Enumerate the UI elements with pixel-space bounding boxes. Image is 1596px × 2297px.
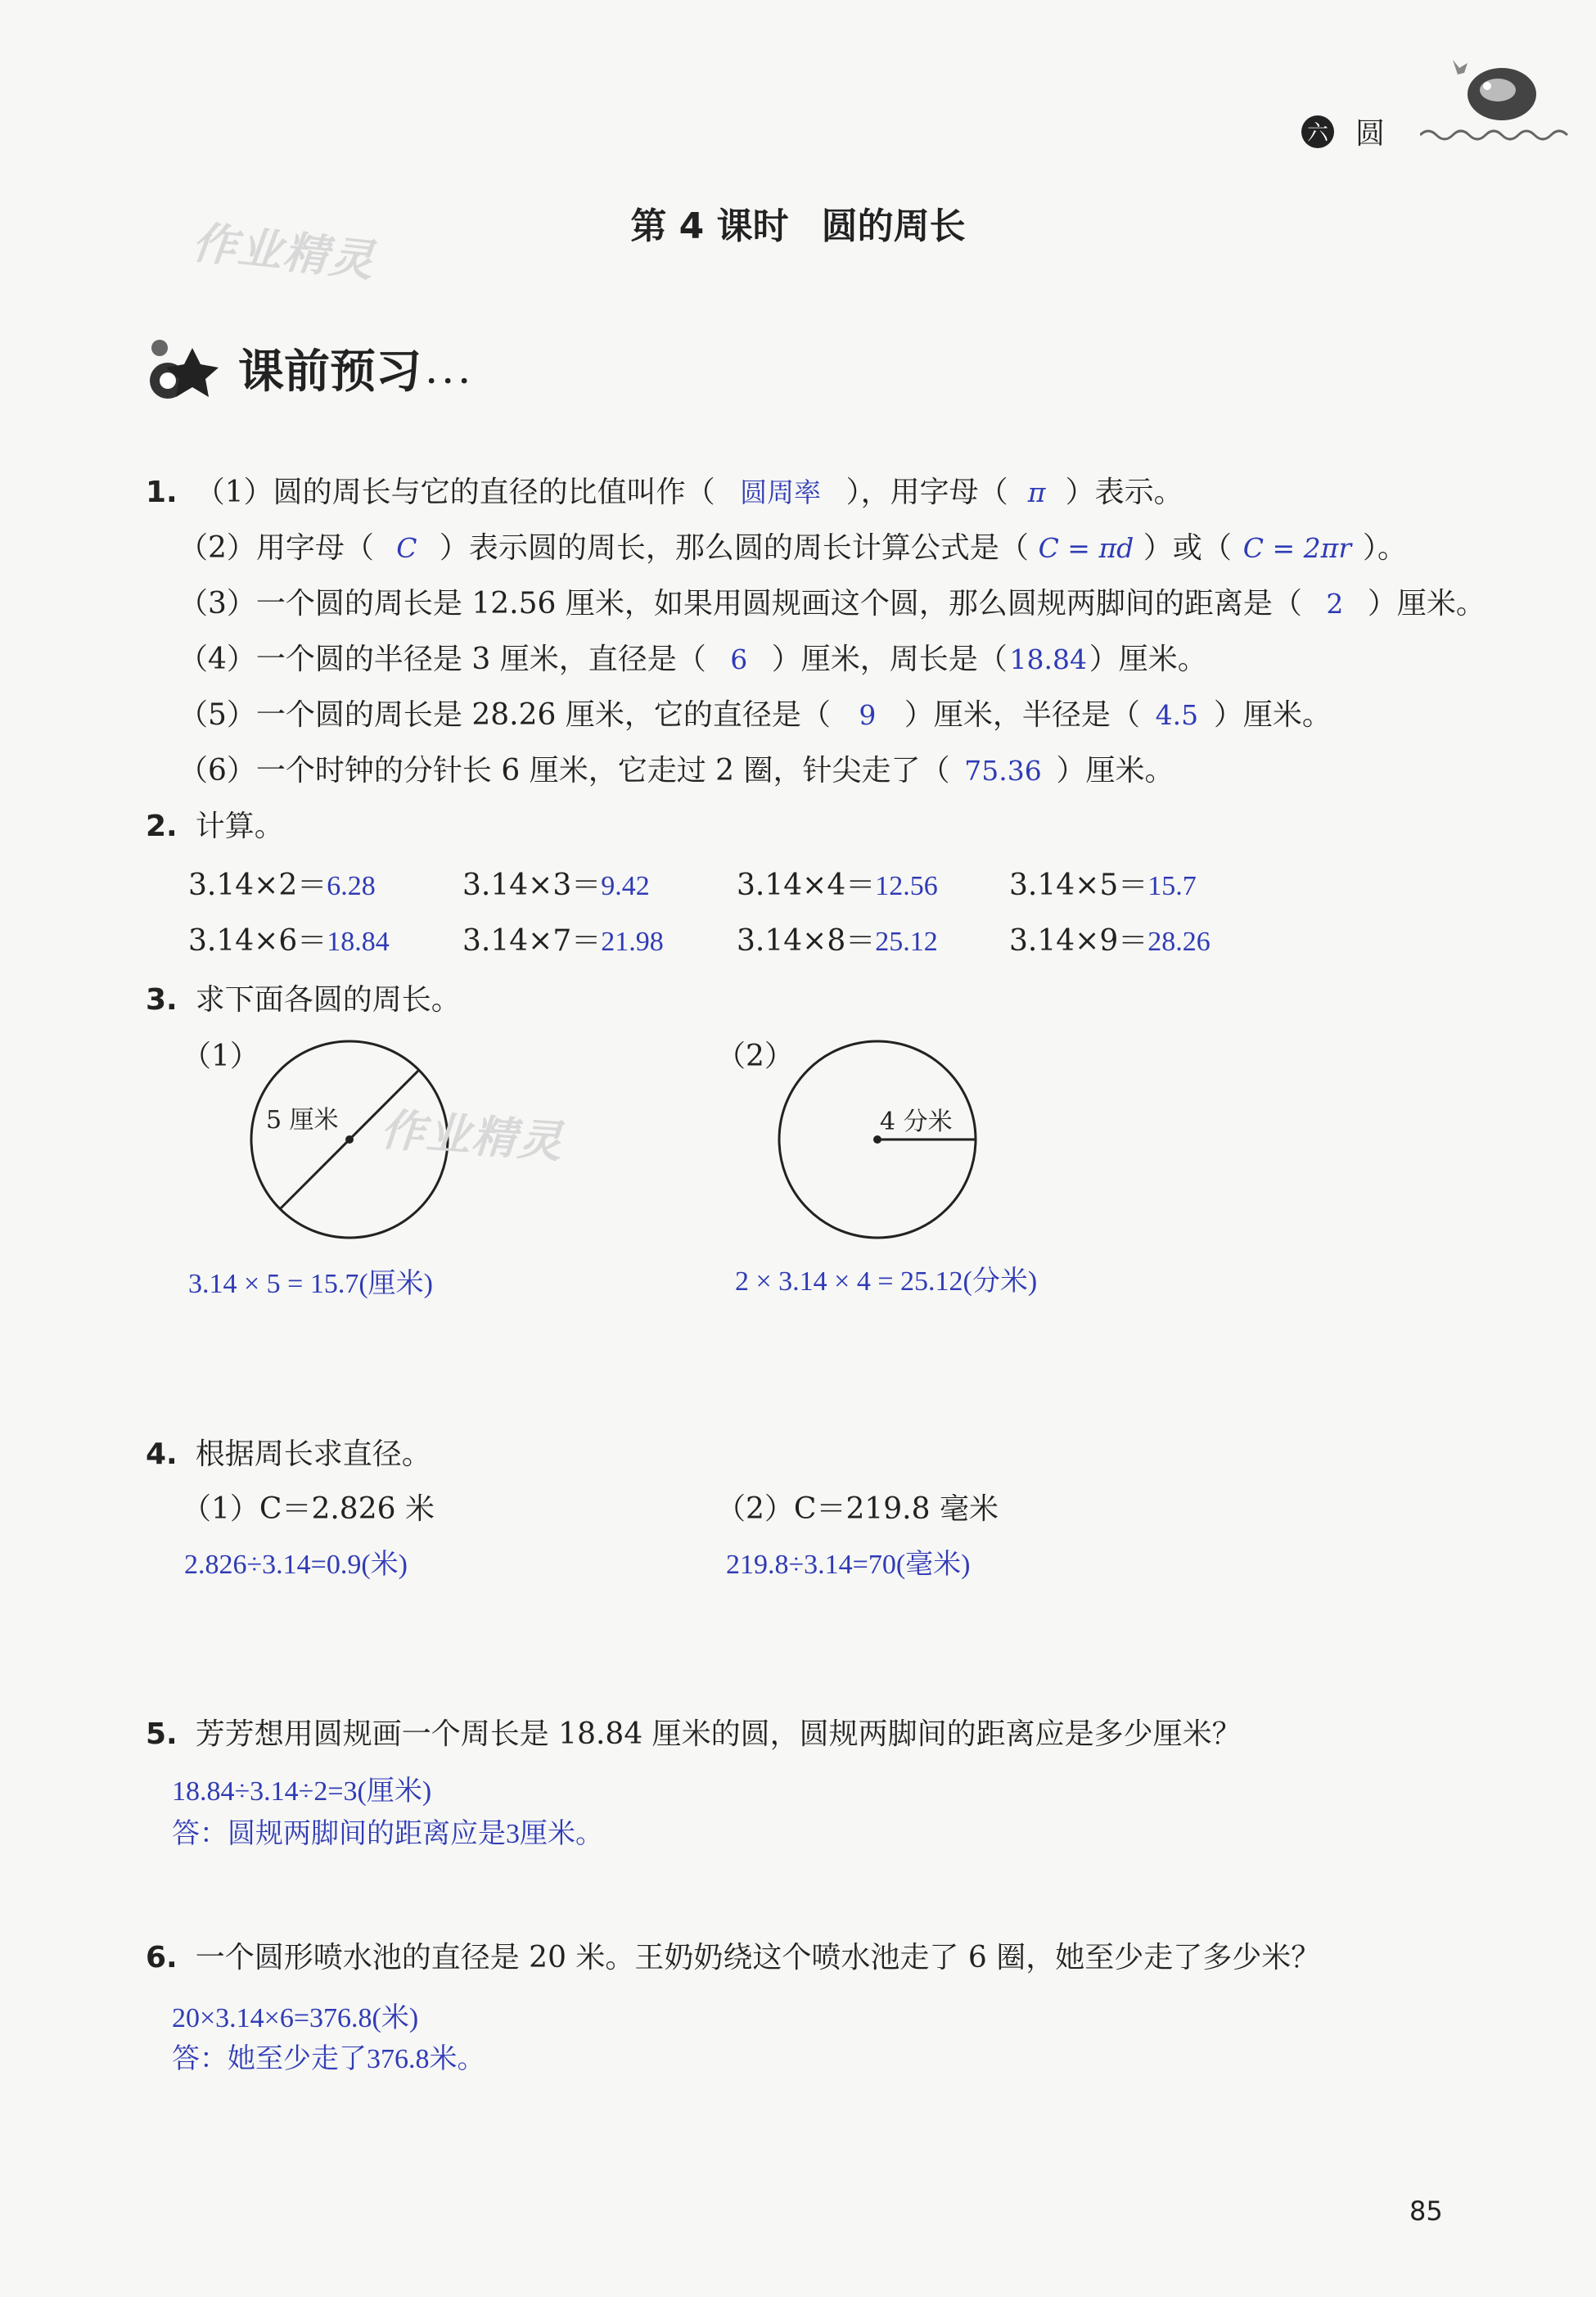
calc-expression: 3.14×7＝ [462, 924, 602, 958]
q1-5-text-2: ）厘米，半径是（ [904, 698, 1140, 732]
q1-line-5 [178, 692, 1332, 733]
question-number: 4. [146, 1437, 178, 1471]
circle-radius-figure [773, 1036, 986, 1248]
lesson-topic: 圆的周长 [821, 205, 966, 247]
q1-line-1 [146, 469, 1183, 511]
figure-1-label: （1） [182, 1040, 259, 1073]
answer-blank: 6 [730, 643, 748, 675]
answer-blank: 圆周率 [740, 476, 822, 508]
calc-answer: 25.12 [875, 927, 938, 957]
watermark: 作业精灵 [189, 216, 378, 287]
answer-blank: C = πd [1038, 532, 1134, 564]
q4-text: 根据周长求直径。 [195, 1437, 431, 1471]
q4-1-label: （1）C＝2.826 米 [182, 1492, 435, 1526]
q3-1-answer: 3.14 × 5 = 15.7(厘米) [188, 1269, 433, 1299]
q6-answer-calc: 20×3.14×6=376.8(米) [172, 2003, 419, 2033]
calc-answer: 28.26 [1147, 927, 1211, 957]
radius-label: 4 分米 [880, 1108, 953, 1136]
calc-expression: 3.14×3＝ [462, 869, 602, 902]
q1-6-text-2: ）厘米。 [1056, 754, 1174, 787]
question-number: 3. [146, 983, 178, 1017]
q4-2-label: （2）C＝219.8 毫米 [716, 1492, 999, 1526]
q2-calc-1 [188, 862, 376, 904]
q1-4-text-2: ）厘米，周长是（ [771, 643, 1008, 676]
answer-blank: 18.84 [1009, 643, 1087, 675]
calc-expression: 3.14×2＝ [188, 869, 327, 902]
answer-blank: π [1027, 476, 1046, 508]
q2-calc-5 [188, 918, 390, 959]
q3-2-answer: 2 × 3.14 × 4 = 25.12(分米) [735, 1266, 1038, 1297]
q2-calc-8 [1009, 918, 1211, 959]
diameter-label: 5 厘米 [266, 1106, 339, 1135]
q4-2-answer: 219.8÷3.14=70(毫米) [726, 1550, 971, 1580]
q5-heading [146, 1711, 1242, 1753]
calc-answer: 6.28 [327, 871, 376, 901]
q4-heading [146, 1431, 431, 1473]
q3-heading [146, 977, 461, 1018]
question-number: 2. [146, 810, 178, 843]
answer-blank: C [396, 532, 417, 564]
q6-answer-text: 答：她至少走了376.8米。 [172, 2044, 485, 2074]
answer-blank: C = 2πr [1242, 532, 1352, 564]
answer-blank: 4.5 [1155, 699, 1199, 731]
q5-answer-calc: 18.84÷3.14÷2=3(厘米) [172, 1776, 432, 1807]
answer-blank: 2 [1326, 588, 1344, 620]
q1-1-text-2: ），用字母（ [845, 476, 1008, 509]
q1-2-text-2: ）表示圆的周长，那么圆的周长计算公式是（ [439, 531, 1029, 565]
q1-line-2 [178, 525, 1407, 566]
page-title [0, 196, 1596, 249]
q1-3-text: （3）一个圆的周长是 12.56 厘米，如果用圆规画这个圆，那么圆规两脚间的距离是（ [178, 587, 1302, 621]
question-number: 6. [146, 1941, 178, 1974]
q2-heading [146, 803, 284, 845]
q2-text: 计算。 [195, 810, 284, 843]
q1-line-4 [178, 636, 1207, 678]
calc-expression: 3.14×8＝ [737, 924, 876, 958]
q1-2-text-3: ）或（ [1143, 531, 1232, 565]
q1-4-text: （4）一个圆的半径是 3 厘米，直径是（ [178, 643, 706, 676]
chapter-number: 六 [1301, 115, 1334, 148]
q6-heading [146, 1934, 1320, 1976]
q2-calc-6 [462, 918, 664, 959]
q4-1-answer: 2.826÷3.14=0.9(米) [184, 1550, 408, 1580]
q1-2-text: （2）用字母（ [178, 531, 374, 565]
q3-text: 求下面各圆的周长。 [195, 983, 461, 1017]
calc-answer: 18.84 [327, 927, 390, 957]
calc-expression: 3.14×6＝ [188, 924, 327, 958]
q1-4-text-3: ）厘米。 [1089, 643, 1207, 676]
q1-2-text-4: ）。 [1362, 531, 1407, 565]
q5-text: 芳芳想用圆规画一个周长是 18.84 厘米的圆，圆规两脚间的距离应是多少厘米？ [195, 1717, 1242, 1751]
q2-calc-4 [1009, 862, 1197, 904]
figure-2-label: （2） [716, 1040, 794, 1073]
chapter-name: 圆 [1355, 117, 1386, 151]
q1-6-text: （6）一个时钟的分针长 6 厘米，它走过 2 圈，针尖走了（ [178, 754, 950, 787]
question-number: 5. [146, 1717, 178, 1751]
flower-decoration-icon [143, 332, 233, 405]
calc-answer: 9.42 [601, 871, 650, 901]
q1-1-text-3: ）表示。 [1065, 476, 1183, 509]
calc-expression: 3.14×9＝ [1009, 924, 1148, 958]
chapter-header [1301, 111, 1385, 152]
calc-answer: 15.7 [1147, 871, 1197, 901]
calc-answer: 12.56 [875, 871, 938, 901]
q1-5-text-3: ）厘米。 [1213, 698, 1332, 732]
calc-answer: 21.98 [601, 927, 664, 957]
q1-5-text: （5）一个圆的周长是 28.26 厘米，它的直径是（ [178, 698, 831, 732]
q5-answer-text: 答：圆规两脚间的距离应是3厘米。 [172, 1819, 603, 1849]
q2-calc-7 [737, 918, 938, 959]
watermark-2: 作业精灵 [378, 1103, 566, 1168]
q1-3-text-2: ）厘米。 [1367, 587, 1486, 621]
q6-text: 一个圆形喷水池的直径是 20 米。王奶奶绕这个喷水池走了 6 圈，她至少走了多少米？ [195, 1941, 1321, 1974]
banner-text: 课前预习 [238, 345, 422, 399]
answer-blank: 75.36 [964, 755, 1042, 787]
page-number: 85 [1409, 2195, 1443, 2227]
question-number: 1. [146, 476, 178, 509]
q1-1-text: （1）圆的周长与它的直径的比值叫作（ [195, 476, 715, 509]
q1-line-3 [178, 580, 1486, 622]
q2-calc-3 [737, 862, 938, 904]
bird-decoration-icon [1420, 45, 1576, 143]
calc-expression: 3.14×4＝ [737, 869, 876, 902]
lesson-number: 第 4 课时 [630, 205, 789, 247]
answer-blank: 9 [859, 699, 877, 731]
q2-calc-2 [462, 862, 650, 904]
section-banner: 课前预习 ．．． [143, 332, 492, 405]
calc-expression: 3.14×5＝ [1009, 869, 1148, 902]
q1-line-6 [178, 747, 1174, 789]
